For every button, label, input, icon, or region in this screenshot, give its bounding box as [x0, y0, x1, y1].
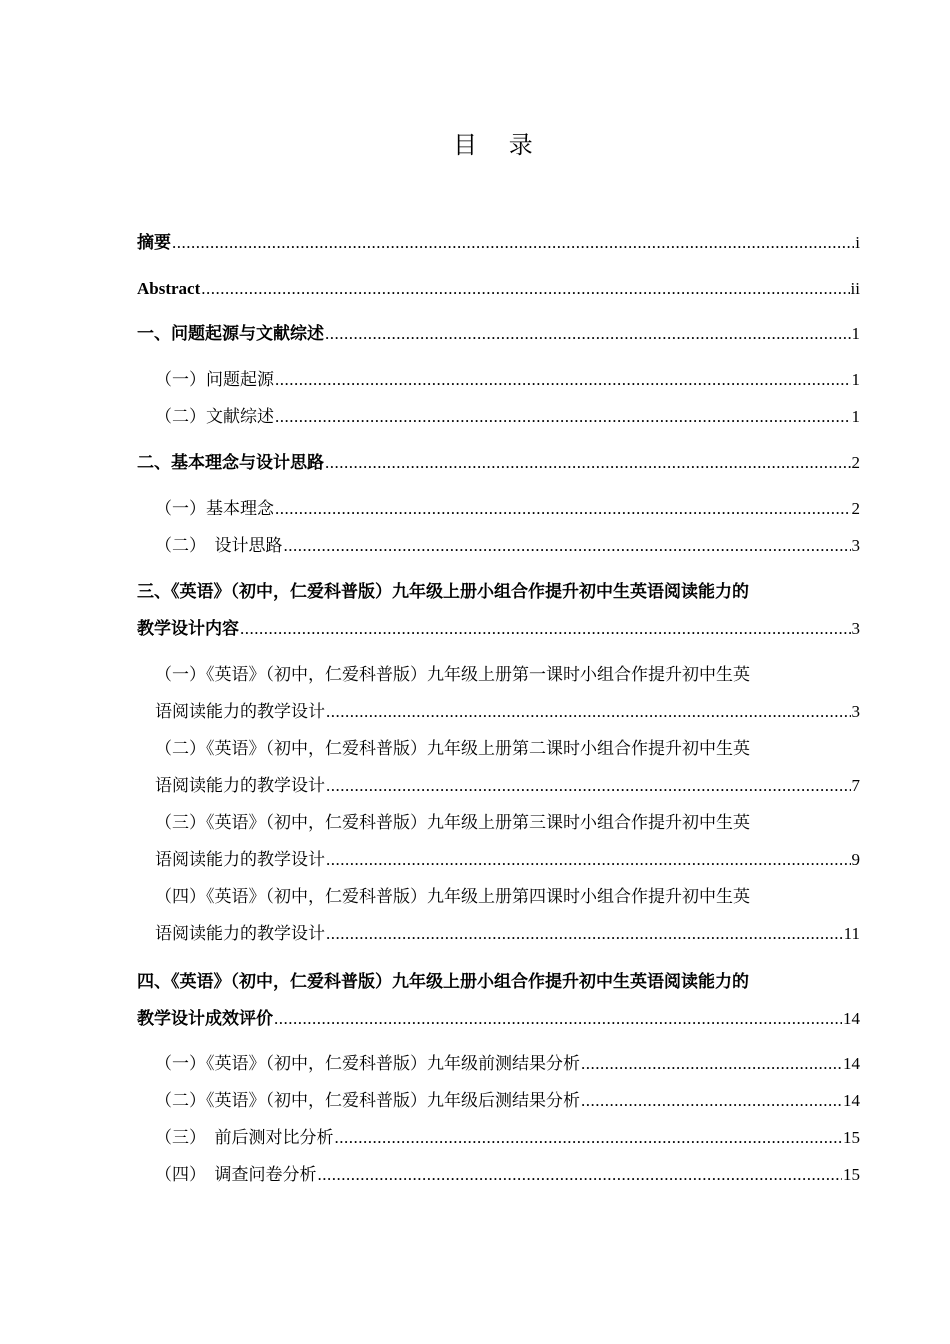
toc-entry-label: （一）基本理念: [155, 499, 274, 518]
toc-leader-dots: [325, 451, 851, 475]
toc-page-number: ii: [850, 279, 860, 298]
page-title: 目 录: [453, 131, 545, 159]
toc-page-number: i: [855, 233, 860, 252]
toc-entry-label: （三） 前后测对比分析: [155, 1128, 334, 1147]
toc-entry-abstract-cn[interactable]: [137, 231, 860, 255]
toc-leader-dots: [318, 1163, 843, 1187]
toc-page-number: 9: [851, 850, 860, 869]
toc-page-number: 1: [851, 407, 860, 426]
toc-page-number: 14: [843, 1091, 860, 1110]
toc-entry-section-2-2[interactable]: [155, 534, 860, 558]
toc-entry-section-3-3-line1[interactable]: （三）《英语》（初中，仁爱科普版）九年级上册第三课时小组合作提升初中生英: [155, 813, 750, 832]
toc-entry-section-4-1[interactable]: [155, 1052, 860, 1076]
toc-entry-section-3-4-line1[interactable]: （四）《英语》（初中，仁爱科普版）九年级上册第四课时小组合作提升初中生英: [155, 887, 750, 906]
toc-entry-label: 二、基本理念与设计思路: [137, 453, 324, 472]
toc-entry-label: （二） 设计思路: [155, 536, 283, 555]
toc-page-number: 14: [843, 1009, 860, 1028]
toc-entry-label: 语阅读能力的教学设计: [155, 702, 325, 721]
toc-leader-dots: [240, 617, 851, 641]
toc-page-number: 1: [851, 324, 860, 343]
toc-entry-label: 语阅读能力的教学设计: [155, 850, 325, 869]
toc-entry-label: 教学设计内容: [137, 619, 239, 638]
toc-entry-label: （二）文献综述: [155, 407, 274, 426]
toc-entry-section-1-1[interactable]: [155, 368, 860, 392]
toc-page-number: 1: [851, 370, 860, 389]
toc-page-number: 15: [843, 1128, 860, 1147]
toc-entry-label: 一、问题起源与文献综述: [137, 324, 324, 343]
toc-entry-label: （四） 调查问卷分析: [155, 1165, 317, 1184]
toc-leader-dots: [326, 922, 843, 946]
toc-entry-chapter-3[interactable]: [137, 617, 860, 641]
toc-page-number: 7: [851, 776, 860, 795]
toc-leader-dots: [326, 700, 851, 724]
toc-entry-chapter-1[interactable]: [137, 322, 860, 346]
toc-entry-label: （一）《英语》（初中，仁爱科普版）九年级前测结果分析: [155, 1054, 580, 1073]
toc-entry-label: （二）《英语》（初中，仁爱科普版）九年级后测结果分析: [155, 1091, 580, 1110]
toc-page-number: 3: [851, 536, 860, 555]
toc-entry-section-4-2[interactable]: [155, 1089, 860, 1113]
toc-entry-chapter-4[interactable]: [137, 1007, 860, 1031]
toc-entry-label: 摘要: [137, 233, 171, 252]
toc-leader-dots: [581, 1089, 842, 1113]
toc-entry-section-3-4[interactable]: [155, 922, 860, 946]
toc-entry-chapter-3-line1[interactable]: 三、《英语》（初中，仁爱科普版）九年级上册小组合作提升初中生英语阅读能力的: [137, 582, 749, 601]
toc-leader-dots: [275, 497, 851, 521]
toc-entry-section-3-1[interactable]: [155, 700, 860, 724]
toc-leader-dots: [326, 774, 851, 798]
toc-entry-chapter-2[interactable]: [137, 451, 860, 475]
toc-page-number: 11: [843, 924, 860, 943]
toc-entry-label: 语阅读能力的教学设计: [155, 776, 325, 795]
toc-page-number: 15: [843, 1165, 860, 1184]
toc-page-number: 2: [851, 499, 860, 518]
toc-entry-section-2-1[interactable]: [155, 497, 860, 521]
toc-leader-dots: [274, 1007, 842, 1031]
toc-leader-dots: [275, 405, 851, 429]
toc-page-number: 14: [843, 1054, 860, 1073]
toc-page-number: 3: [851, 702, 860, 721]
toc-entry-section-3-2-line1[interactable]: （二）《英语》（初中，仁爱科普版）九年级上册第二课时小组合作提升初中生英: [155, 739, 750, 758]
toc-entry-section-3-3[interactable]: [155, 848, 860, 872]
toc-leader-dots: [325, 322, 851, 346]
toc-entry-section-4-4[interactable]: [155, 1163, 860, 1187]
toc-entry-section-3-1-line1[interactable]: （一）《英语》（初中，仁爱科普版）九年级上册第一课时小组合作提升初中生英: [155, 665, 750, 684]
toc-leader-dots: [275, 368, 851, 392]
toc-entry-label: Abstract: [137, 279, 201, 298]
toc-leader-dots: [581, 1052, 842, 1076]
toc-leader-dots: [335, 1126, 843, 1150]
toc-page-number: 2: [851, 453, 860, 472]
toc-entry-section-3-2[interactable]: [155, 774, 860, 798]
toc-entry-section-1-2[interactable]: [155, 405, 860, 429]
toc-leader-dots: [326, 848, 851, 872]
toc-leader-dots: [201, 277, 849, 301]
toc-entry-abstract-en[interactable]: [137, 277, 860, 301]
toc-entry-section-4-3[interactable]: [155, 1126, 860, 1150]
toc-entry-label: 教学设计成效评价: [137, 1009, 273, 1028]
toc-entry-chapter-4-line1[interactable]: 四、《英语》（初中，仁爱科普版）九年级上册小组合作提升初中生英语阅读能力的: [137, 972, 749, 991]
toc-entry-label: 语阅读能力的教学设计: [155, 924, 325, 943]
toc-page-number: 3: [851, 619, 860, 638]
toc-leader-dots: [172, 231, 854, 255]
toc-leader-dots: [284, 534, 851, 558]
toc-entry-label: （一）问题起源: [155, 370, 274, 389]
